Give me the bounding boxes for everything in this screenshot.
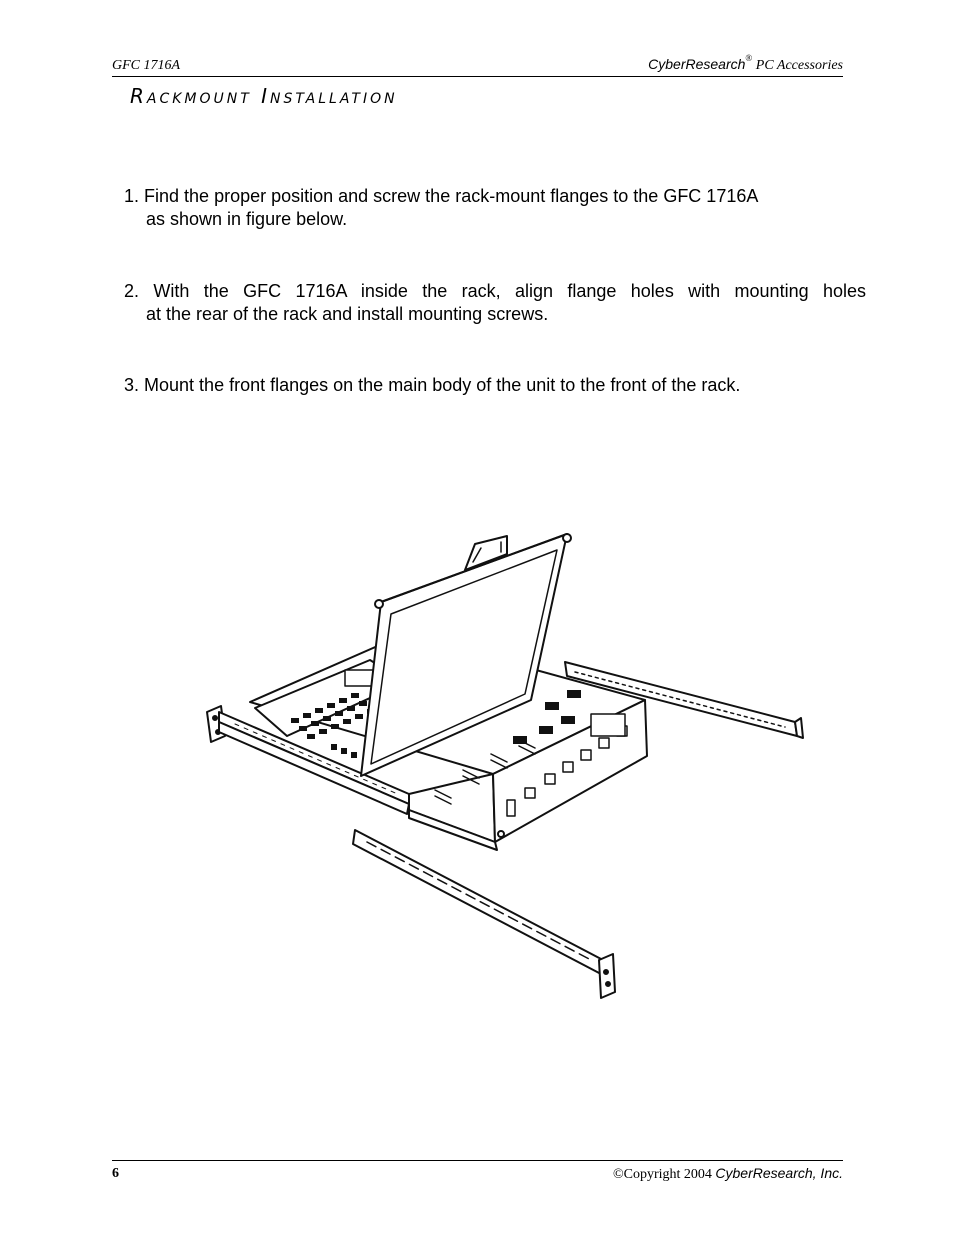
step-3-line-1: Mount the front flanges on the main body of the unit to the front of the rack. <box>144 375 741 395</box>
page-header <box>112 54 843 77</box>
step-1-line-2: as shown in figure below. <box>146 209 348 229</box>
footer-copyright-block <box>613 1165 843 1183</box>
step-2 <box>124 280 866 326</box>
page-footer <box>112 1160 843 1185</box>
step-1-number: 1. <box>124 186 140 206</box>
step-1-line-1: Find the proper position and screw the rack-mount flanges to the GFC 1716A <box>144 186 759 206</box>
header-brand-suffix: PC Accessories <box>755 58 843 73</box>
step-1 <box>124 185 866 231</box>
step-2-number: 2. <box>124 281 140 301</box>
registered-mark: ® <box>745 53 753 63</box>
step-2-line-2: at the rear of the rack and install mounting screws. <box>146 304 549 324</box>
step-3-number: 3. <box>124 375 140 395</box>
header-brand: CyberResearch <box>648 56 746 72</box>
step-3 <box>124 374 866 397</box>
footer-copyright: ©Copyright 2004 <box>612 1167 712 1182</box>
front-flange-bottom <box>353 830 615 998</box>
header-brand-block <box>648 53 843 74</box>
footer-company: CyberResearch, Inc. <box>715 1165 843 1181</box>
step-2-line-1: With the GFC 1716A inside the rack, align flange holes with mounting holes <box>153 281 866 301</box>
rackmount-figure <box>195 522 815 1007</box>
page-number: 6 <box>112 1166 119 1181</box>
section-title: Rackmount Installation <box>130 84 398 108</box>
header-model: GFC 1716A <box>112 58 181 73</box>
step-2-first-line <box>124 280 866 303</box>
